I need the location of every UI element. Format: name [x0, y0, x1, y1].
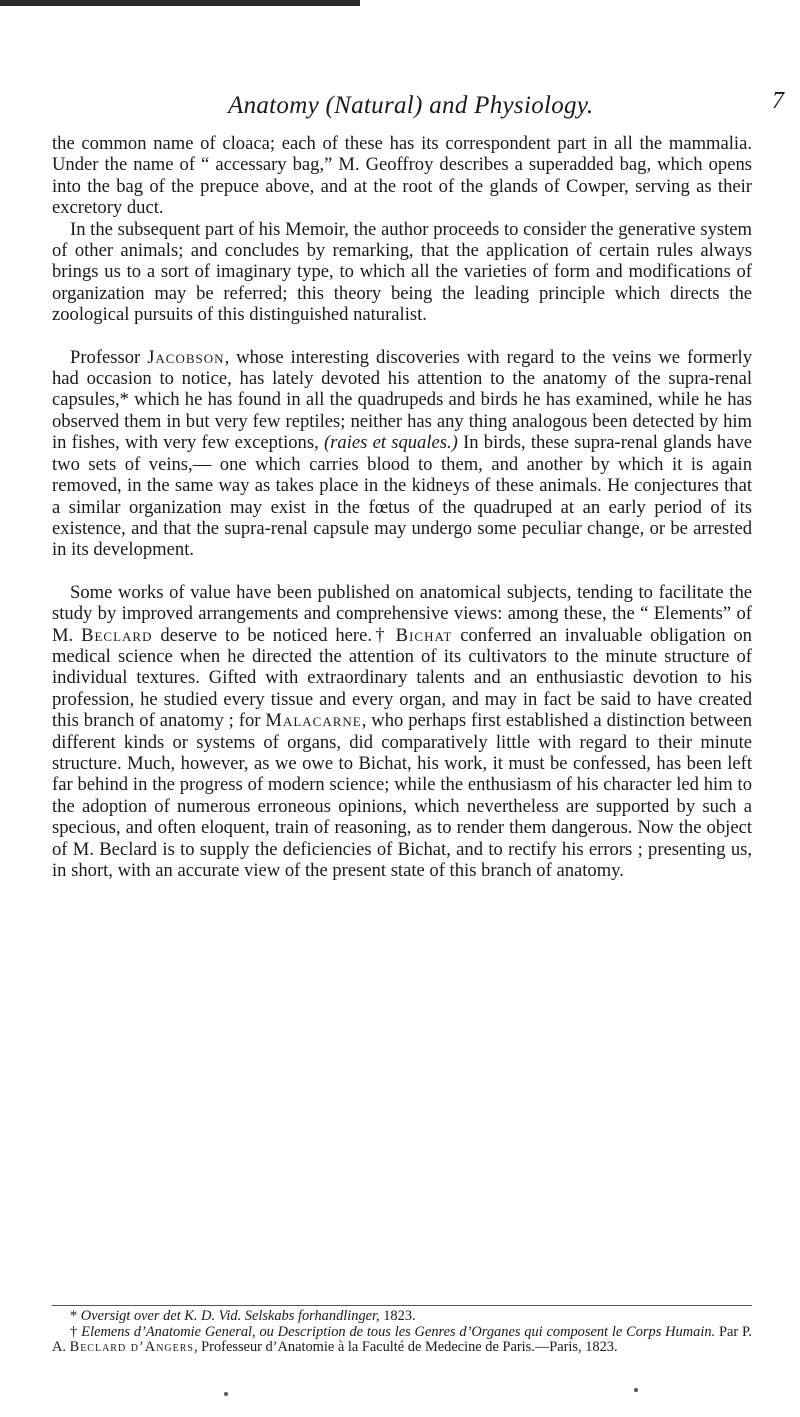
person-name-beclard-angers: Beclard d’Angers	[69, 1339, 194, 1356]
top-border-rule	[0, 0, 360, 6]
running-head: Anatomy (Natural) and Physiology.	[228, 92, 594, 119]
footnote-2: † Elemens d’Anatomie General, ou Description de tous les Genres d’Organes qui composent le Corps Humain. Par P. A. Beclard d’Angers, Professeur d’Anatomie à la Faculté de Medecine de Paris.—Paris, 1823.	[52, 1323, 752, 1356]
paragraph-4: Some works of value have been published on anatomical subjects, tending to facilitate the study by improved arrangements and comprehensive views: among these, the “ Elements” of M. Beclard deserve to be noticed here.† Bichat conferred an invaluable obligation on medical science when he directed the attention of its cultivators to the minute structure of individual textures. Gifted with extraordinary talents and an enthusiastic devotion to his profession, he studied every tissue and every organ, and may in fact be said to have created this branch of anatomy ; for Malacarne, who perhaps first established a distinction between different kinds or systems of organs, did comparatively little with regard to their minute structure. Much, however, as we owe to Bichat, his work, it must be confessed, has been left far behind in the progress of modern science; while the enthusiasm of his character led him to the adoption of numerous erroneous opinions, which nevertheless are supported by such a specious, and often eloquent, train of reasoning, as to render them dangerous. Now the object of M. Beclard is to supply the deficiencies of Bichat, and to rectify his errors ; presenting us, in short, with an accurate view of the present state of this branch of anatomy.	[52, 581, 752, 881]
paragraph-2: In the subsequent part of his Memoir, the author proceeds to consider the generative system of other animals; and concludes by remarking, that the application of certain rules always brings us to a sort of imaginary type, to which all the varieties of form and modifications of organization may be referred; this theory being the leading principle which directs the zoological pursuits of this distinguished naturalist.	[52, 218, 752, 326]
paragraph-3: Professor Jacobson, whose interesting discoveries with regard to the veins we formerly had occasion to notice, has lately devoted his attention to the anatomy of the supra-renal capsules,* which he has found in all the quadrupeds and birds he has examined, while he has observed them in but very few reptiles; neither has any thing analogous been detected by him in fishes, with very few exceptions, (raies et squales.) In birds, these supra-renal glands have two sets of veins,— one which carries blood to them, and another by which it is again removed, in the same way as takes place in the kidneys of these animals. He conjectures that a similar organization may exist in the fœtus of the quadruped at an early period of its existence, and that the supra-renal capsule may undergo some peculiar change, or be arrested in its development.	[52, 346, 752, 561]
italic-phrase: (raies et squales.)	[323, 432, 458, 454]
ink-speck	[224, 1392, 228, 1396]
person-name-bichat: Bichat	[395, 624, 453, 646]
person-name-malacarne: Malacarne	[265, 710, 362, 732]
person-name-beclard: Beclard	[81, 624, 153, 646]
footnote-1: * Oversigt over det K. D. Vid. Selskabs forhandlinger, 1823.	[70, 1308, 416, 1324]
main-text	[52, 133, 752, 881]
ink-speck	[634, 1388, 638, 1392]
paragraph-1: the common name of cloaca; each of these has its correspondent part in all the mammalia. Under the name of “ accessary bag,” M. Geoffroy describes a superadded bag, which opens into the bag of the prepuce above, and at the root of the glands of Cowper, serving as their excretory duct.	[52, 133, 752, 219]
page-number: 7	[772, 88, 784, 114]
footnote-divider	[52, 1305, 752, 1306]
person-name-jacobson: Jacobson	[147, 346, 225, 368]
footnotes	[52, 1309, 752, 1356]
